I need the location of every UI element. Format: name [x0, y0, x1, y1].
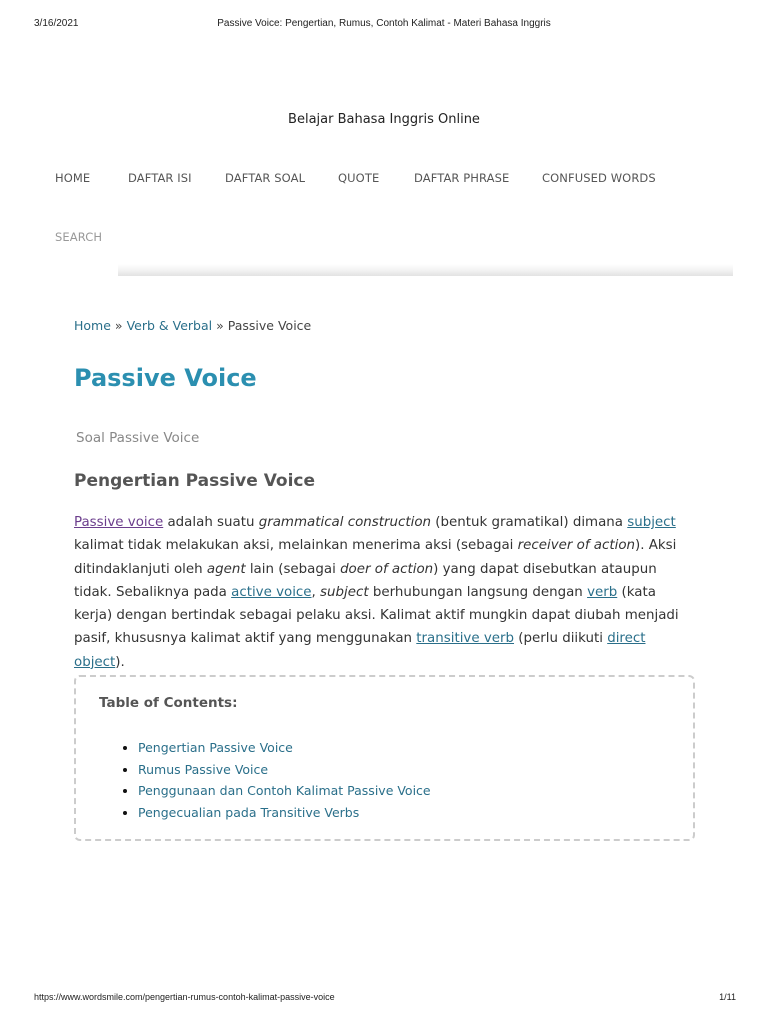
section-heading: Pengertian Passive Voice: [74, 471, 316, 491]
term-receiver-of-action: receiver of action: [517, 538, 636, 554]
term-subject: subject: [320, 584, 369, 600]
soal-passive-voice-link[interactable]: Soal Passive Voice: [76, 430, 200, 446]
link-direct-object[interactable]: direct object: [74, 631, 646, 670]
toc-link-pengecualian[interactable]: Pengecualian pada Transitive Verbs: [138, 804, 360, 820]
print-date: 3/16/2021: [34, 18, 79, 29]
toc-item: [138, 759, 431, 781]
nav-item-search[interactable]: SEARCH: [55, 230, 103, 244]
breadcrumb-home[interactable]: Home: [74, 318, 111, 333]
nav-divider-shadow: [36, 264, 733, 276]
breadcrumb-separator: »: [216, 318, 224, 333]
toc-list: [76, 737, 431, 823]
link-active-voice[interactable]: active voice: [231, 584, 312, 600]
intro-paragraph: [74, 511, 696, 674]
toc-link-rumus[interactable]: Rumus Passive Voice: [138, 761, 269, 777]
breadcrumb-category[interactable]: Verb & Verbal: [126, 318, 213, 333]
paragraph-text: ) yang dapat disebutkan ataupun tidak. Sebaliknya pada: [74, 561, 657, 600]
paragraph-text: (kata kerja) dengan bertindak sebagai pelaku aksi. Kalimat aktif mungkin dapat diubah menjadi pasif, khususnya kalimat aktif yang menggunakan: [74, 584, 679, 647]
nav-item-daftar-soal[interactable]: DAFTAR SOAL: [225, 171, 306, 185]
term-grammatical-construction: grammatical construction: [258, 515, 432, 530]
paragraph-text: kalimat tidak melakukan aksi, melainkan menerima aksi (sebagai: [74, 538, 518, 554]
paragraph-text: adalah suatu: [163, 515, 259, 530]
site-title[interactable]: Belajar Bahasa Inggris Online: [288, 112, 480, 127]
term-agent: agent: [206, 561, 246, 577]
breadcrumb-separator: »: [114, 318, 123, 333]
link-transitive-verb[interactable]: transitive verb: [416, 631, 515, 647]
nav-item-home[interactable]: HOME: [55, 171, 91, 185]
paragraph-text: ).: [115, 654, 125, 670]
toc-title: Table of Contents:: [99, 695, 238, 711]
link-passive-voice[interactable]: Passive voice: [74, 515, 164, 530]
toc-item: [138, 780, 431, 802]
toc-link-pengertian[interactable]: Pengertian Passive Voice: [138, 740, 293, 755]
breadcrumb: [74, 318, 311, 333]
nav-item-daftar-phrase[interactable]: DAFTAR PHRASE: [414, 171, 510, 185]
nav-item-daftar-isi[interactable]: DAFTAR ISI: [128, 171, 192, 185]
breadcrumb-current: Passive Voice: [227, 318, 312, 333]
toc-link-penggunaan[interactable]: Penggunaan dan Contoh Kalimat Passive Voice: [138, 783, 431, 798]
link-verb[interactable]: verb: [587, 584, 618, 600]
page-title: Passive Voice: [74, 364, 257, 392]
table-of-contents: [74, 675, 695, 841]
print-header: [0, 18, 768, 32]
print-page-number: 1/11: [719, 992, 736, 1002]
paragraph-text: berhubungan langsung dengan: [368, 584, 588, 600]
toc-item: [138, 802, 431, 824]
link-subject[interactable]: subject: [627, 515, 676, 530]
nav-item-confused-words[interactable]: CONFUSED WORDS: [542, 171, 656, 185]
paragraph-text: ,: [311, 584, 321, 600]
nav-divider-gap: [36, 264, 118, 276]
paragraph-text: (bentuk gramatikal) dimana: [431, 515, 628, 530]
print-title: Passive Voice: Pengertian, Rumus, Contoh Kalimat - Materi Bahasa Inggris: [217, 18, 551, 29]
toc-item: [138, 737, 431, 759]
term-doer-of-action: doer of action: [340, 561, 434, 577]
paragraph-text: lain (sebagai: [245, 561, 341, 577]
print-url: https://www.wordsmile.com/pengertian-rumus-contoh-kalimat-passive-voice: [34, 992, 335, 1002]
paragraph-text: ). Aksi ditindaklanjuti oleh: [74, 538, 677, 577]
nav-item-quote[interactable]: QUOTE: [338, 171, 380, 185]
paragraph-text: (perlu diikuti: [514, 631, 608, 647]
